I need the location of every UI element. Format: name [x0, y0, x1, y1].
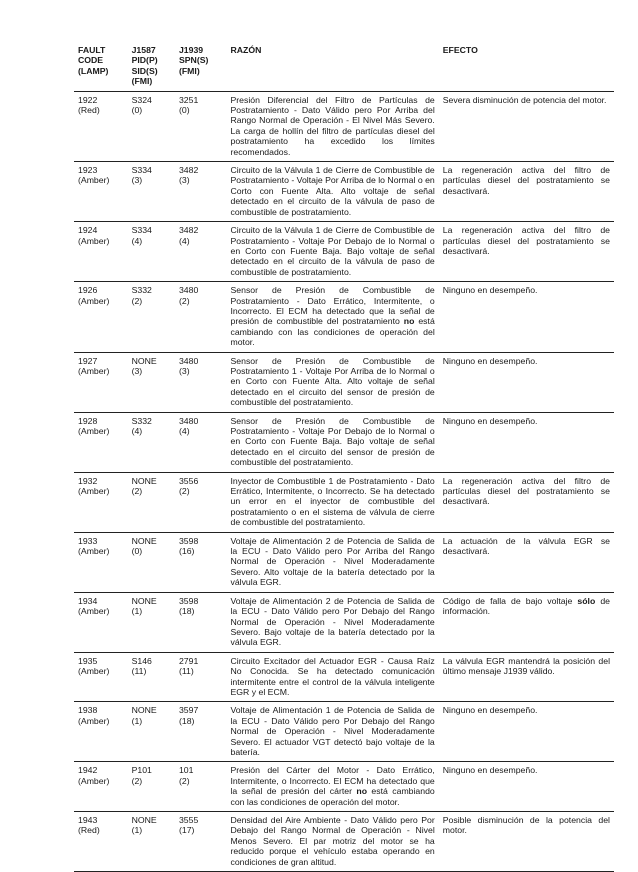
razon-cell-text: Inyector de Combustible 1 de Postratamiento - Dato Errático, Intermitente, o Incorrecto. Se ha detectado un error en el inyector de combustible del postratamiento o en el sistema de válvula de cierre de combustible del postratamiento. [230, 475, 435, 528]
j1587-id [128, 222, 175, 282]
efecto-cell-text: Ninguno en desempeño. [442, 705, 538, 716]
razon-cell [226, 812, 438, 872]
j1587-id-value: S324 [131, 94, 152, 105]
j1939-spn-value: 3480 [178, 355, 199, 366]
fault-code [74, 222, 128, 282]
j1587-id-fmi: (3) [131, 365, 143, 376]
j1939-spn-value: 3555 [178, 815, 199, 825]
fault-code-fmi: (Amber) [78, 235, 110, 246]
fault-code-value: 1932 [78, 475, 98, 486]
fault-code [74, 592, 128, 652]
efecto-cell-text: Ninguno en desempeño. [442, 765, 538, 776]
header-efecto: EFECTO [439, 41, 614, 91]
razon-cell [226, 592, 438, 652]
j1587-id-value: NONE [131, 535, 157, 546]
j1939-spn [175, 702, 227, 762]
j1939-spn-fmi: (3) [178, 365, 190, 376]
fault-code [74, 352, 128, 412]
razon-cell-text: Circuito de la Válvula 1 de Cierre de Combustible de Postratamiento - Voltaje Por Arriba de lo Normal o en Corto con Fuente Alta. Alto voltaje de señal detectado en el circuito de la válvula de paso de combustible de postratamiento. [230, 165, 435, 217]
j1939-spn-fmi: (2) [178, 486, 190, 497]
j1939-spn [175, 532, 227, 592]
table-row [74, 162, 614, 222]
j1587-id-fmi: (4) [131, 426, 143, 436]
razon-cell-text-end: está cambiando con las condiciones de operación del motor. [230, 786, 435, 807]
fault-code [74, 702, 128, 762]
efecto-cell-text: Ninguno en desempeño. [442, 285, 538, 296]
j1939-spn-value: 3598 [178, 595, 199, 606]
fault-code-fmi: (Amber) [78, 175, 110, 186]
efecto-cell [439, 532, 614, 592]
j1587-id-value: NONE [131, 355, 157, 366]
j1939-spn-value: 3556 [178, 475, 199, 486]
j1939-spn-value: 3482 [178, 165, 199, 176]
fault-code [74, 762, 128, 812]
j1587-id-fmi: (2) [131, 295, 143, 306]
table-row [74, 702, 614, 762]
j1939-spn-fmi: (16) [178, 546, 195, 557]
j1587-id-fmi: (1) [131, 715, 143, 726]
efecto-cell-text: Código de falla de bajo voltaje [442, 595, 578, 606]
razon-cell-text: Sensor de Presión de Combustible de Postratamiento - Dato Errático, Intermitente, o Incorrecto. El ECM ha detectado que la señal de presión de combustible del postratamiento [230, 285, 435, 327]
table-row [74, 472, 614, 532]
fault-code-fmi: (Amber) [78, 715, 110, 726]
fault-code-value: 1924 [78, 225, 98, 236]
fault-code-fmi: (Amber) [78, 666, 110, 677]
razon-cell-emphasis: no [356, 786, 368, 797]
j1939-spn [175, 812, 227, 872]
j1939-spn-fmi: (2) [178, 775, 190, 786]
j1587-id-value: NONE [131, 595, 157, 606]
fault-code-value: 1935 [78, 655, 98, 666]
j1939-spn-fmi: (4) [178, 426, 190, 436]
fault-code [74, 532, 128, 592]
efecto-cell-emphasis: sólo [577, 595, 596, 606]
efecto-cell-text: La actuación de la válvula EGR se desactivará. [442, 535, 610, 557]
fault-code-fmi: (Amber) [78, 486, 110, 497]
j1939-spn [175, 282, 227, 352]
efecto-cell [439, 762, 614, 812]
j1939-spn [175, 412, 227, 472]
fault-code-value: 1938 [78, 705, 98, 716]
j1587-id-value: S146 [131, 655, 152, 666]
fault-code-value: 1943 [78, 815, 98, 825]
efecto-cell-text-end: de información. [442, 595, 610, 617]
j1939-spn [175, 352, 227, 412]
razon-cell [226, 762, 438, 812]
fault-code-fmi: (Red) [78, 825, 100, 836]
table-row [74, 812, 614, 872]
efecto-cell-text: Severa disminución de potencia del motor. [442, 94, 607, 105]
razon-cell [226, 702, 438, 762]
fault-code-value: 1926 [78, 285, 98, 296]
fault-code-fmi: (Red) [78, 105, 100, 116]
j1587-id [128, 812, 175, 872]
razon-cell-text: Presión del Cárter del Motor - Dato Errático, Intermitente, o Incorrecto. El ECM ha detectado que la señal de presión del cárter [230, 765, 435, 797]
j1939-spn [175, 762, 227, 812]
razon-cell-text: Sensor de Presión de Combustible de Postratamiento - Voltaje Por Debajo de lo Normal o en Corto con Fuente Baja. Bajo voltaje de señal detectado en el circuito del sensor de presión de combustible del postratamiento. [230, 415, 435, 468]
razon-cell-text: Voltaje de Alimentación 1 de Potencia de Salida de la ECU - Dato Válido pero Por Debajo del Rango Normal de Operación - Nivel Moderadamente Severo. El actuador VGT detectó bajo voltaje de la batería. [230, 705, 435, 757]
j1587-id-fmi: (4) [131, 235, 143, 246]
table-row [74, 592, 614, 652]
j1939-spn-value: 3480 [178, 415, 199, 426]
razon-cell [226, 222, 438, 282]
j1587-id-fmi: (1) [131, 606, 143, 617]
efecto-cell [439, 91, 614, 161]
j1587-id-value: S334 [131, 165, 152, 176]
fault-code-table [74, 41, 614, 872]
efecto-cell [439, 472, 614, 532]
fault-code [74, 91, 128, 161]
fault-code-value: 1922 [78, 94, 98, 105]
j1587-id [128, 412, 175, 472]
j1939-spn-fmi: (2) [178, 295, 190, 306]
j1587-id-value: NONE [131, 705, 157, 716]
j1587-id-fmi: (0) [131, 546, 143, 557]
efecto-cell-text: La regeneración activa del filtro de partículas diesel del postratamiento se desactivará. [442, 165, 610, 196]
fault-code-value: 1923 [78, 165, 98, 176]
j1587-id [128, 472, 175, 532]
j1939-spn-value: 3251 [178, 94, 199, 105]
razon-cell [226, 162, 438, 222]
efecto-cell-text: Ninguno en desempeño. [442, 415, 538, 426]
j1587-id-fmi: (3) [131, 175, 143, 186]
fault-code-fmi: (Amber) [78, 295, 110, 306]
fault-code-fmi: (Amber) [78, 365, 110, 376]
efecto-cell [439, 812, 614, 872]
razon-cell [226, 412, 438, 472]
razon-cell-text-end: está cambiando con las condiciones de operación del motor. [230, 316, 435, 348]
efecto-cell [439, 352, 614, 412]
table-row [74, 762, 614, 812]
j1939-spn [175, 652, 227, 702]
j1587-id [128, 352, 175, 412]
efecto-cell [439, 702, 614, 762]
efecto-cell [439, 222, 614, 282]
table-row [74, 91, 614, 161]
fault-code-fmi: (Amber) [78, 775, 110, 786]
j1939-spn-value: 3598 [178, 535, 199, 546]
j1939-spn [175, 91, 227, 161]
j1587-id [128, 592, 175, 652]
j1939-spn [175, 162, 227, 222]
j1939-spn [175, 592, 227, 652]
fault-code-fmi: (Amber) [78, 606, 110, 617]
j1939-spn-fmi: (18) [178, 606, 195, 617]
razon-cell-text: Densidad del Aire Ambiente - Dato Válido pero Por Debajo del Rango Normal de Operación - Nivel Menos Severo. El par motriz del motor se ha reducido porque el vehículo estaba operando en condiciones de gran altitud. [230, 815, 435, 867]
j1587-id-value: S334 [131, 225, 152, 236]
razon-cell-text: Voltaje de Alimentación 2 de Potencia de Salida de la ECU - Dato Válido pero Por Arriba del Rango Normal de Operación - Nivel Moderadamente Severo. Alto voltaje de la batería detectado por la válvula EGR. [230, 535, 435, 588]
table-row [74, 282, 614, 352]
j1939-spn-value: 3480 [178, 285, 199, 296]
efecto-cell-text: La válvula EGR mantendrá la posición del último mensaje J1939 válido. [442, 655, 610, 677]
j1939-spn-value: 3597 [178, 705, 199, 716]
razon-cell [226, 652, 438, 702]
table-row [74, 352, 614, 412]
fault-code [74, 162, 128, 222]
fault-code-value: 1927 [78, 355, 98, 366]
efecto-cell-text: Ninguno en desempeño. [442, 355, 538, 366]
j1587-id [128, 702, 175, 762]
fault-code [74, 282, 128, 352]
razon-cell [226, 532, 438, 592]
header-row [74, 41, 614, 91]
j1939-spn-value: 3482 [178, 225, 199, 236]
j1939-spn-fmi: (0) [178, 105, 190, 116]
j1587-id [128, 162, 175, 222]
j1939-spn-value: 101 [178, 765, 194, 776]
efecto-cell [439, 162, 614, 222]
j1587-id-fmi: (11) [131, 666, 147, 677]
razon-cell-text: Voltaje de Alimentación 2 de Potencia de Salida de la ECU - Dato Válido pero Por Debajo del Rango Normal de Operación - Nivel Moderadamente Severo. Bajo voltaje de la batería detectado por la válvula EGR. [230, 595, 435, 648]
efecto-cell [439, 652, 614, 702]
table-row [74, 412, 614, 472]
j1939-spn-fmi: (17) [178, 825, 195, 836]
j1587-id [128, 282, 175, 352]
j1939-spn [175, 472, 227, 532]
table-row [74, 532, 614, 592]
j1587-id-fmi: (2) [131, 775, 143, 786]
efecto-cell-text: Posible disminución de la potencia del motor. [442, 815, 610, 836]
fault-code [74, 652, 128, 702]
fault-code [74, 472, 128, 532]
razon-cell-text: Presión Diferencial del Filtro de Partículas de Postratamiento - Dato Válido pero Por Arriba del Rango Normal de Operación - El Nivel Más Severo. La carga de hollín del filtro de partículas diesel del postratamiento ha excedido los límites recomendados. [230, 94, 435, 157]
table-row [74, 222, 614, 282]
j1587-id-value: NONE [131, 475, 157, 486]
j1587-id [128, 652, 175, 702]
razon-cell [226, 282, 438, 352]
j1587-id-fmi: (0) [131, 105, 143, 116]
fault-code-fmi: (Amber) [78, 546, 110, 557]
fault-code-value: 1942 [78, 765, 98, 776]
fault-code-value: 1928 [78, 415, 98, 426]
j1939-spn-fmi: (4) [178, 235, 190, 246]
j1587-id-value: S332 [131, 415, 152, 426]
header-razon: RAZÓN [226, 41, 438, 91]
efecto-cell [439, 412, 614, 472]
razon-cell [226, 472, 438, 532]
razon-cell-text: Circuito de la Válvula 1 de Cierre de Combustible de Postratamiento - Voltaje Por Debajo de lo Normal o en Corto con Fuente Baja. Bajo voltaje de señal detectado en el circuito de la válvula de paso de combustible de postratamiento. [230, 225, 435, 277]
razon-cell-text: Sensor de Presión de Combustible de Postratamiento 1 - Voltaje Por Arriba de lo Normal o en Corto con Fuente Alta. Alto voltaje de señal detectado en el circuito del sensor de presión de combustible del postratamiento. [230, 355, 435, 408]
j1587-id [128, 91, 175, 161]
efecto-cell-text: La regeneración activa del filtro de partículas diesel del postratamiento se desactivará. [442, 225, 610, 256]
j1587-id-fmi: (1) [131, 825, 143, 836]
header-j1939: J1939 SPN(S) (FMI) [175, 41, 227, 91]
j1939-spn-fmi: (3) [178, 175, 190, 186]
fault-code-fmi: (Amber) [78, 426, 110, 436]
j1587-id-fmi: (2) [131, 486, 143, 497]
fault-code [74, 812, 128, 872]
fault-code [74, 412, 128, 472]
j1587-id [128, 532, 175, 592]
j1587-id-value: S332 [131, 285, 152, 296]
fault-code-value: 1934 [78, 595, 98, 606]
efecto-cell-text: La regeneración activa del filtro de partículas diesel del postratamiento se desactivará. [442, 475, 610, 507]
j1939-spn-value: 2791 [178, 655, 199, 666]
razon-cell [226, 91, 438, 161]
j1587-id-value: P101 [131, 765, 152, 776]
j1939-spn-fmi: (11) [178, 666, 194, 677]
razon-cell [226, 352, 438, 412]
razon-cell-emphasis: no [403, 316, 415, 327]
razon-cell-text: Circuito Excitador del Actuador EGR - Causa Raíz No Conocida. Se ha detectado comunicación intermitente entre el control de la válvula inteligente EGR y el ECM. [230, 655, 435, 697]
header-j1587: J1587 PID(P) SID(S) (FMI) [128, 41, 175, 91]
efecto-cell [439, 592, 614, 652]
j1939-spn [175, 222, 227, 282]
efecto-cell [439, 282, 614, 352]
j1587-id-value: NONE [131, 815, 157, 825]
table-row [74, 652, 614, 702]
j1587-id [128, 762, 175, 812]
header-fault-code: FAULT CODE (LAMP) [74, 41, 128, 91]
j1939-spn-fmi: (18) [178, 715, 195, 726]
fault-code-value: 1933 [78, 535, 98, 546]
